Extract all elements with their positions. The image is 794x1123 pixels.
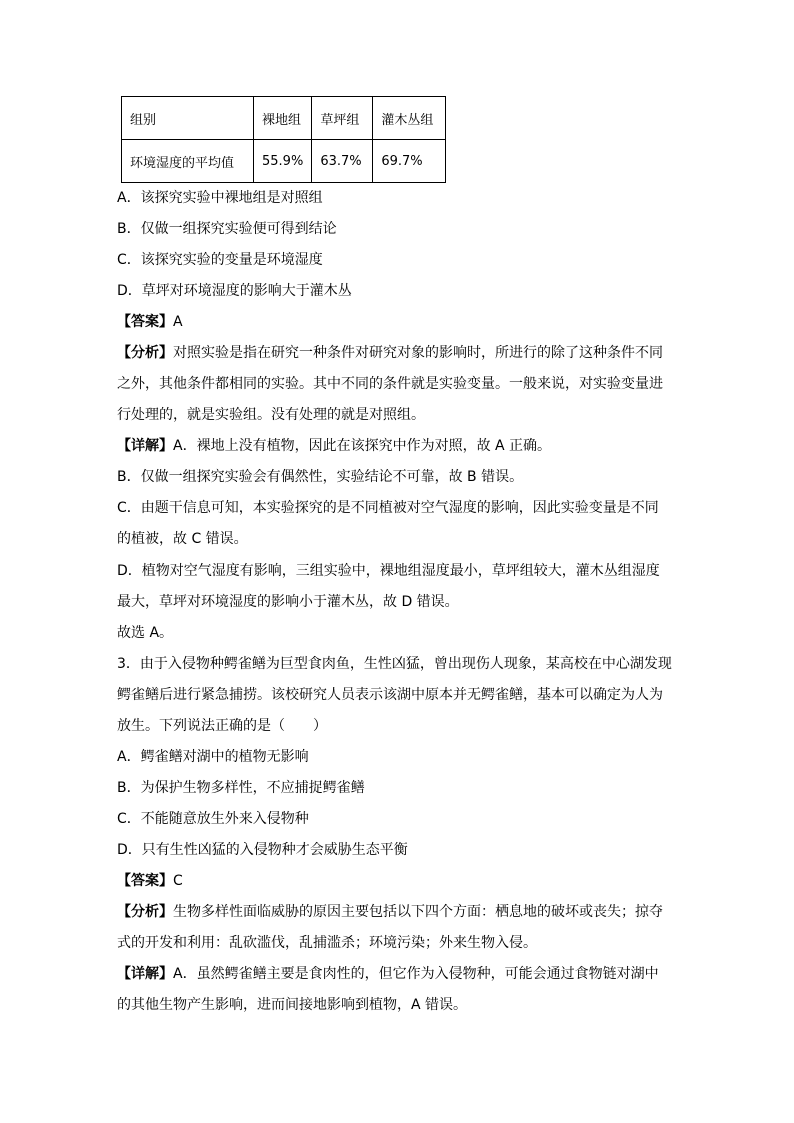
q2-analysis-line [117, 343, 677, 363]
q2-option-b: B．仅做一组探究实验便可得到结论 [117, 221, 337, 237]
q2-detail-line: 最大，草坪对环境湿度的影响小于灌木丛，故 D 错误。 [117, 594, 459, 610]
humidity-table [121, 96, 446, 183]
q2-option-a: A．该探究实验中裸地组是对照组 [117, 190, 323, 206]
table-cell: 69.7% [373, 140, 446, 183]
q3-stem-line: 放生。下列说法正确的是（ ） [117, 718, 327, 734]
q2-detail-line: C．由题干信息可知，本实验探究的是不同植被对空气湿度的影响，因此实验变量是不同 [117, 500, 659, 516]
q2-detail-line: D．植物对空气湿度有影响，三组实验中，裸地组湿度最小，草坪组较大，灌木丛组湿度 [117, 563, 660, 579]
answer-tag: 【答案】 [117, 314, 173, 330]
q3-detail-line: 的其他生物产生影响，进而间接地影响到植物，A 错误。 [117, 997, 468, 1013]
q3-answer-line [117, 871, 677, 891]
q3-option-d: D．只有生性凶猛的入侵物种才会威胁生态平衡 [117, 842, 408, 858]
detail-tag: 【详解】 [117, 966, 173, 982]
q3-stem-line: 3．由于入侵物种鳄雀鳝为巨型食肉鱼，生性凶猛，曾出现伤人现象，某高校在中心湖发现 [117, 656, 672, 672]
table-header-row [122, 97, 446, 140]
table-row [122, 140, 446, 183]
detail-tag: 【详解】 [117, 438, 173, 454]
q2-analysis-line: 之外，其他条件都相同的实验。其中不同的条件就是实验变量。一般来说，对实验变量进 [117, 376, 663, 392]
q2-answer-line [117, 312, 677, 332]
q2-analysis-line: 行处理的，就是实验组。没有处理的就是对照组。 [117, 407, 425, 423]
q2-detail-line: B．仅做一组探究实验会有偶然性，实验结论不可靠，故 B 错误。 [117, 469, 524, 485]
q3-stem-line: 鳄雀鳝后进行紧急捕捞。该校研究人员表示该湖中原本并无鳄雀鳝，基本可以确定为人为 [117, 687, 663, 703]
table-cell: 环境湿度的平均值 [122, 140, 254, 183]
table-header-cell: 灌木丛组 [373, 97, 446, 140]
q2-conclusion: 故选 A。 [117, 625, 174, 641]
q3-option-b: B．为保护生物多样性，不应捕捉鳄雀鳝 [117, 780, 365, 796]
analysis-tag: 【分析】 [117, 904, 173, 920]
table-header-cell: 裸地组 [254, 97, 312, 140]
analysis-text: 对照实验是指在研究一种条件对研究对象的影响时，所进行的除了这种条件不同 [173, 345, 663, 361]
q3-analysis-line [117, 902, 677, 922]
answer-tag: 【答案】 [117, 873, 173, 889]
detail-text: A．裸地上没有植物，因此在该探究中作为对照，故 A 正确。 [173, 438, 552, 454]
table-cell: 63.7% [312, 140, 373, 183]
q3-option-c: C．不能随意放生外来入侵物种 [117, 811, 309, 827]
table-header-cell: 草坪组 [312, 97, 373, 140]
table-cell: 55.9% [254, 140, 312, 183]
q2-option-c: C．该探究实验的变量是环境湿度 [117, 252, 323, 268]
q2-option-d: D．草坪对环境湿度的影响大于灌木丛 [117, 283, 352, 299]
q3-analysis-line: 式的开发和利用：乱砍滥伐，乱捕滥杀；环境污染；外来生物入侵。 [117, 935, 537, 951]
q3-detail-line [117, 964, 677, 984]
q2-detail-line [117, 436, 677, 456]
q2-detail-line: 的植被，故 C 错误。 [117, 531, 248, 547]
answer-value: A [173, 314, 183, 330]
q3-option-a: A．鳄雀鳝对湖中的植物无影响 [117, 749, 309, 765]
answer-value: C [173, 873, 183, 889]
analysis-tag: 【分析】 [117, 345, 173, 361]
detail-text: A．虽然鳄雀鳝主要是食肉性的，但它作为入侵物种，可能会通过食物链对湖中 [173, 966, 659, 982]
analysis-text: 生物多样性面临威胁的原因主要包括以下四个方面：栖息地的破坏或丧失；掠夺 [173, 904, 663, 920]
table-header-cell: 组别 [122, 97, 254, 140]
